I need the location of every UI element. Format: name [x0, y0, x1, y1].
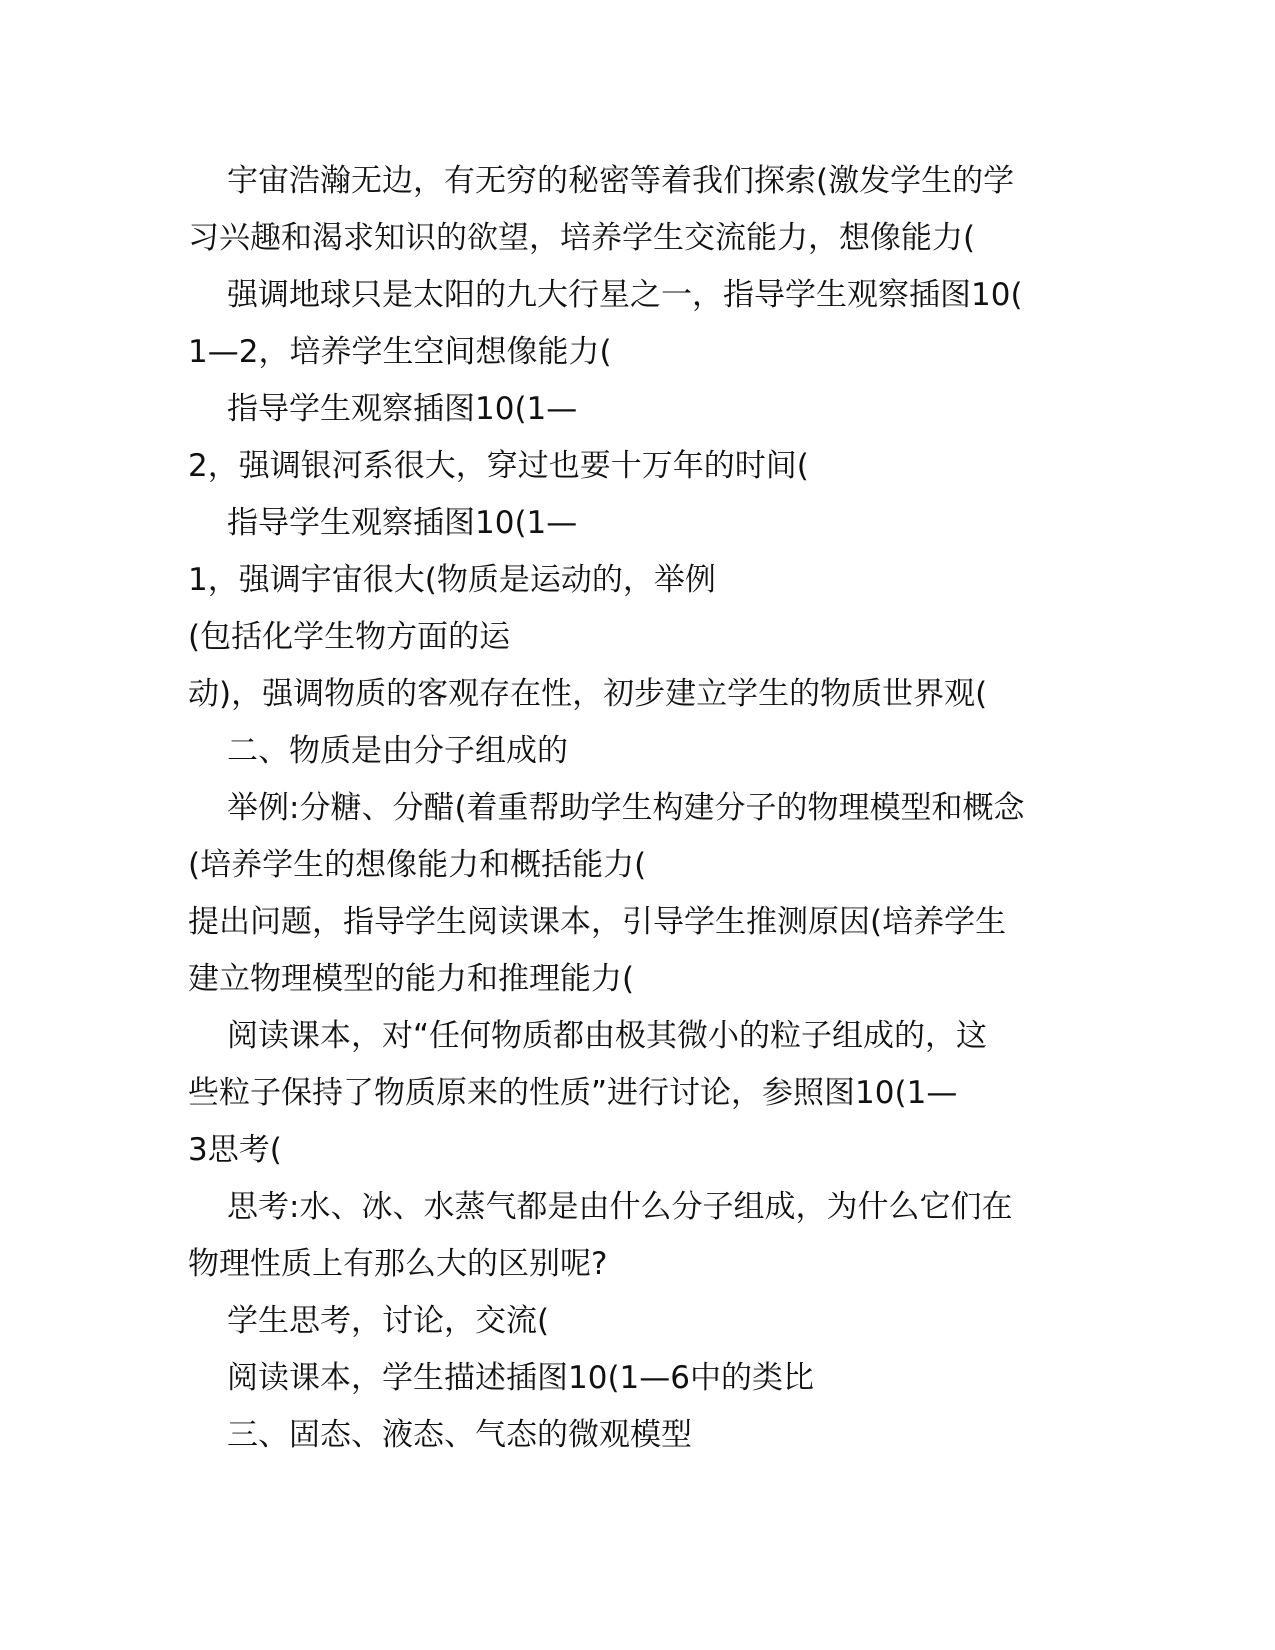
text-line: 3思考( [188, 1132, 282, 1168]
text-line: 物理性质上有那么大的区别呢? [188, 1246, 608, 1282]
text-line: (包括化学生物方面的运 [188, 619, 511, 655]
text-line: 2，强调银河系很大，穿过也要十万年的时间( [188, 448, 809, 484]
section-heading: 二、物质是由分子组成的 [227, 733, 568, 769]
text-line: 动)，强调物质的客观存在性，初步建立学生的物质世界观( [188, 676, 988, 712]
text-line: 强调地球只是太阳的九大行星之一，指导学生观察插图10( [227, 277, 1023, 313]
text-line: 阅读课本，对“任何物质都由极其微小的粒子组成的，这 [227, 1018, 988, 1054]
text-line: 1—2，培养学生空间想像能力( [188, 334, 612, 370]
text-line: (培养学生的想像能力和概括能力( [188, 847, 647, 883]
text-line: 指导学生观察插图10(1— [227, 391, 578, 427]
text-line: 提出问题，指导学生阅读课本，引导学生推测原因(培养学生 [188, 904, 1007, 940]
document-body [188, 153, 1088, 1464]
text-line: 习兴趣和渴求知识的欲望，培养学生交流能力，想像能力( [188, 220, 976, 256]
text-line: 阅读课本，学生描述插图10(1—6中的类比 [227, 1360, 814, 1396]
text-line: 些粒子保持了物质原来的性质”进行讨论，参照图10(1— [188, 1075, 958, 1111]
text-line: 1，强调宇宙很大(物质是运动的，举例 [188, 562, 716, 598]
section-heading: 三、固态、液态、气态的微观模型 [227, 1417, 692, 1453]
text-line: 举例:分糖、分醋(着重帮助学生构建分子的物理模型和概念 [227, 790, 1025, 826]
text-line: 建立物理模型的能力和推理能力( [188, 961, 635, 997]
text-line: 指导学生观察插图10(1— [227, 505, 578, 541]
text-line: 宇宙浩瀚无边，有无穷的秘密等着我们探索(激发学生的学 [227, 163, 1015, 199]
text-line: 学生思考，讨论，交流( [227, 1303, 550, 1339]
text-line: 思考:水、冰、水蒸气都是由什么分子组成，为什么它们在 [227, 1189, 1013, 1225]
